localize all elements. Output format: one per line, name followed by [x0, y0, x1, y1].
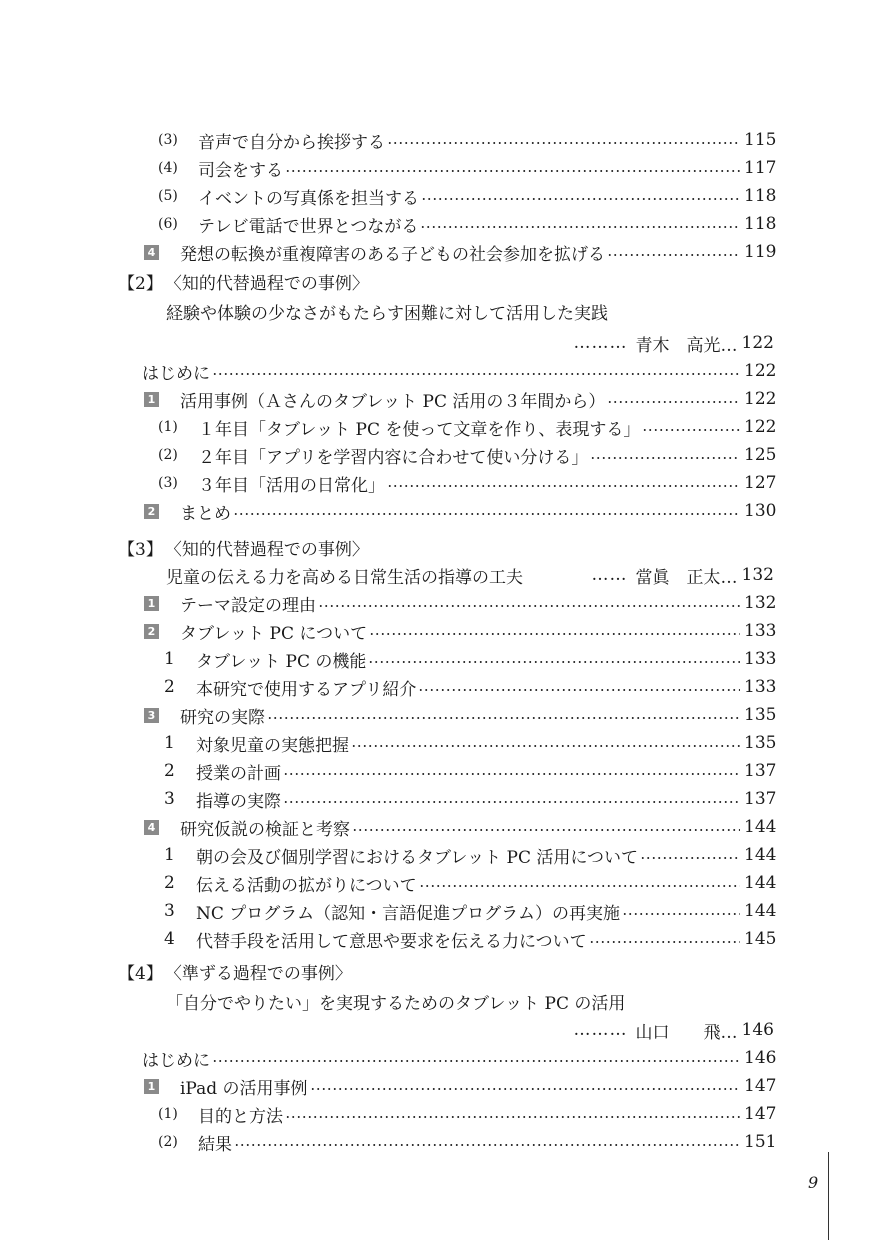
chapter-heading [118, 957, 352, 985]
chapter-title-text: 「自分でやりたい」を実現するためのタブレット PC の活用 [166, 993, 626, 1014]
chapter-category: 〈準ずる過程での事例〉 [164, 963, 352, 984]
toc-entry[interactable] [164, 673, 777, 701]
dot-leader [283, 801, 740, 803]
entry-marker: (1) [158, 419, 178, 435]
entry-marker: (2) [158, 1134, 178, 1150]
entry-page: 133 [744, 649, 777, 669]
entry-page: 147 [744, 1076, 777, 1096]
entry-title: NC プログラム（認知・言語促進プログラム）の再実施 [196, 903, 620, 924]
dot-leader [387, 142, 740, 144]
dot-leader [310, 1088, 740, 1090]
entry-marker: (1) [158, 1106, 178, 1122]
entry-title: 代替手段を活用して意思や要求を伝える力について [196, 931, 587, 952]
entry-title: まとめ [180, 503, 231, 524]
entry-title: タブレット PC の機能 [196, 651, 367, 672]
entry-title: 授業の計画 [196, 763, 281, 784]
section-badge: 2 [144, 504, 159, 519]
dot-leader [285, 1116, 740, 1118]
entry-page: 132 [741, 565, 774, 585]
entry-title: テーマ設定の理由 [180, 595, 316, 616]
toc-entry[interactable] [164, 785, 777, 813]
dot-leader [421, 198, 740, 200]
entry-title: テレビ電話で世界とつながる [198, 216, 419, 237]
entry-page: 146 [744, 1048, 777, 1068]
dot-leader [351, 745, 740, 747]
chapter-category: 〈知的代替過程での事例〉 [164, 273, 369, 294]
entry-page: 137 [744, 761, 777, 781]
entry-page: 125 [744, 445, 777, 465]
dot-leader [640, 857, 740, 859]
entry-page: 115 [744, 130, 777, 150]
chapter-title-text: 児童の伝える力を高める日常生活の指導の工夫 [166, 567, 523, 588]
toc-entry[interactable] [158, 126, 777, 154]
section-badge: 1 [144, 1079, 159, 1094]
entry-marker: (6) [158, 216, 178, 232]
entry-title: 司会をする [198, 160, 283, 181]
section-badge: 3 [144, 708, 159, 723]
dot-leader [607, 254, 740, 256]
section-badge: 2 [144, 624, 159, 639]
entry-page: 122 [744, 389, 777, 409]
toc-entry[interactable] [142, 385, 777, 413]
toc-entry[interactable] [158, 154, 777, 182]
dot-leader [590, 457, 740, 459]
entry-marker: 1 [164, 649, 175, 669]
toc-entry[interactable] [142, 1072, 777, 1100]
toc-entry[interactable] [142, 497, 777, 525]
dot-leader [419, 885, 740, 887]
author-line [530, 329, 774, 357]
entry-page: 146 [741, 1020, 774, 1040]
entry-page: 127 [744, 473, 777, 493]
dot-leader [368, 661, 740, 663]
entry-page: 130 [744, 501, 777, 521]
entry-title: 朝の会及び個別学習におけるタブレット PC 活用について [196, 847, 639, 868]
toc-entry[interactable] [142, 813, 777, 841]
chapter-title-text: 経験や体験の少なさがもたらす困難に対して活用した実践 [166, 303, 608, 324]
entry-page: 135 [744, 705, 777, 725]
entry-title: イベントの写真係を担当する [198, 188, 419, 209]
entry-page: 119 [744, 242, 777, 262]
entry-marker: (3) [158, 132, 178, 148]
entry-page: 144 [744, 817, 777, 837]
entry-title: iPad の活用事例 [180, 1078, 308, 1099]
toc-entry[interactable] [158, 469, 777, 497]
entry-page: 118 [744, 186, 777, 206]
toc-entry[interactable] [158, 210, 777, 238]
entry-page: 122 [741, 333, 774, 353]
entry-page: 144 [744, 901, 777, 921]
folio-rule [828, 1152, 829, 1240]
entry-page: 137 [744, 789, 777, 809]
chapter-title [166, 987, 625, 1015]
toc-entry[interactable] [164, 897, 777, 925]
dot-leader [589, 941, 740, 943]
entry-page: 147 [744, 1104, 777, 1124]
section-badge: 4 [144, 245, 159, 260]
dot-leader [318, 605, 740, 607]
chapter-title [166, 561, 774, 589]
entry-title: ２年目「アプリを学習内容に合わせて使い分ける」 [198, 447, 589, 468]
author-name: 當眞 正太… [635, 567, 738, 588]
dot-leader [352, 829, 740, 831]
entry-page: 118 [744, 214, 777, 234]
entry-title: 発想の転換が重複障害のある子どもの社会参加を拡げる [180, 244, 605, 265]
author-name: 山口 飛… [635, 1022, 738, 1043]
entry-marker: (2) [158, 447, 178, 463]
entry-page: 117 [744, 158, 777, 178]
entry-page: 135 [744, 733, 777, 753]
dot-leader [212, 1060, 740, 1062]
author-dots: ……… [573, 333, 628, 353]
author-dots: …… [591, 565, 628, 585]
entry-marker: (3) [158, 475, 178, 491]
dot-leader [418, 689, 740, 691]
section-badge: 4 [144, 820, 159, 835]
entry-title: 本研究で使用するアプリ紹介 [196, 679, 417, 700]
toc-entry[interactable] [164, 729, 777, 757]
toc-entry[interactable] [164, 869, 777, 897]
entry-title: １年目「タブレット PC を使って文章を作り、表現する」 [198, 419, 641, 440]
entry-marker: 2 [164, 761, 175, 781]
entry-title: 伝える活動の拡がりについて [196, 875, 417, 896]
dot-leader [622, 913, 740, 915]
entry-title: 目的と方法 [198, 1106, 283, 1127]
toc-entry[interactable] [142, 589, 777, 617]
dot-leader [233, 513, 740, 515]
author-name: 青木 高光… [635, 335, 738, 356]
entry-marker: 3 [164, 789, 175, 809]
entry-title: 音声で自分から挨拶する [198, 132, 385, 153]
entry-page: 132 [744, 593, 777, 613]
entry-title: はじめに [142, 1050, 210, 1071]
dot-leader [420, 226, 740, 228]
section-badge: 1 [144, 392, 159, 407]
dot-leader [607, 401, 740, 403]
entry-title: 研究の実際 [180, 707, 265, 728]
toc-entry[interactable] [164, 645, 777, 673]
entry-title: ３年目「活用の日常化」 [198, 475, 385, 496]
author-dots: ……… [573, 1020, 628, 1040]
entry-title: 活用事例（Ａさんのタブレット PC 活用の３年間から） [180, 391, 606, 412]
entry-page: 144 [744, 845, 777, 865]
entry-marker: 1 [164, 845, 175, 865]
toc-entry[interactable] [142, 617, 777, 645]
toc-entry[interactable] [164, 841, 777, 869]
toc-entry[interactable] [142, 701, 777, 729]
entry-marker: 2 [164, 677, 175, 697]
dot-leader [369, 633, 740, 635]
toc-entry[interactable] [158, 1100, 777, 1128]
toc-entry[interactable] [158, 441, 777, 469]
chapter-title [166, 297, 608, 325]
entry-page: 145 [744, 929, 777, 949]
dot-leader [283, 773, 740, 775]
entry-title: 研究仮説の検証と考察 [180, 819, 350, 840]
entry-marker: (5) [158, 188, 178, 204]
dot-leader [267, 717, 740, 719]
entry-page: 122 [744, 361, 777, 381]
entry-title: 結果 [198, 1134, 232, 1155]
entry-page: 133 [744, 677, 777, 697]
author-line [530, 1016, 774, 1044]
entry-title: はじめに [142, 363, 210, 384]
toc-entry[interactable] [158, 182, 777, 210]
entry-page: 151 [744, 1132, 777, 1152]
chapter-heading [118, 267, 369, 295]
toc-entry[interactable] [158, 413, 777, 441]
entry-marker: (4) [158, 160, 178, 176]
dot-leader [285, 170, 740, 172]
entry-title: 対象児童の実態把握 [196, 735, 349, 756]
dot-leader [642, 429, 740, 431]
entry-marker: 2 [164, 873, 175, 893]
dot-leader [212, 373, 740, 375]
dot-leader [234, 1144, 740, 1146]
toc-entry[interactable] [142, 357, 777, 385]
entry-title: 指導の実際 [196, 791, 281, 812]
chapter-number: 【4】 [118, 963, 163, 984]
entry-marker: 4 [164, 929, 175, 949]
chapter-number: 【2】 [118, 273, 163, 294]
toc-entry[interactable] [158, 1128, 777, 1156]
toc-entry[interactable] [164, 757, 777, 785]
chapter-number: 【3】 [118, 539, 163, 560]
entry-title: タブレット PC について [180, 623, 368, 644]
dot-leader [387, 485, 740, 487]
toc-entry[interactable] [164, 925, 777, 953]
section-badge: 1 [144, 596, 159, 611]
entry-marker: 1 [164, 733, 175, 753]
entry-page: 122 [744, 417, 777, 437]
chapter-category: 〈知的代替過程での事例〉 [164, 539, 369, 560]
entry-page: 144 [744, 873, 777, 893]
page-number: 9 [808, 1173, 819, 1192]
entry-page: 133 [744, 621, 777, 641]
toc-entry[interactable] [142, 1044, 777, 1072]
toc-entry[interactable] [142, 238, 777, 266]
chapter-heading [118, 533, 369, 561]
entry-marker: 3 [164, 901, 175, 921]
